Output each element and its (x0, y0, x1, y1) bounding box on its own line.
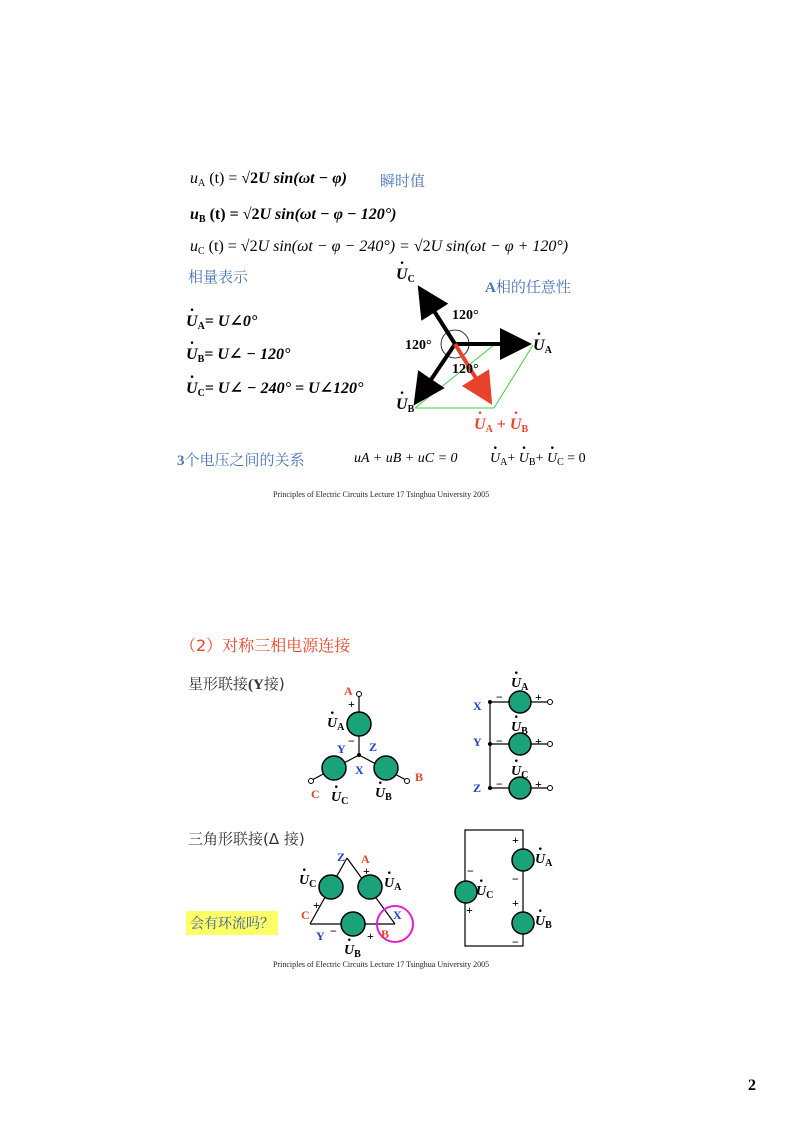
delta-plus-b: + (367, 929, 374, 943)
angle-label-top: 120° (452, 308, 479, 323)
star-right-z: Z (473, 781, 482, 795)
equation-ub: $u_B$ (t) = √2U sin(ωt − φ − 120°) (190, 206, 397, 225)
diagram-ub-label: · $U_B$ (396, 396, 414, 415)
star-right-label-ua: · $U_A$ (511, 676, 528, 693)
delta-node-a: A (361, 852, 370, 866)
star-minus-a: − (348, 734, 355, 748)
slide-2-footer: Principles of Electric Circuits Lecture 17 Tsinghua University 2005 (273, 960, 490, 969)
delta-label-ub: · $U_B$ (344, 943, 361, 960)
star-right-plus-a: + (535, 690, 542, 704)
equation-uc: $u_C$ (t) = √2U sin(ωt − φ − 240°) = √2U sin(ωt − φ + 120°) (190, 238, 569, 257)
star-label-uc: · $U_C$ (331, 790, 348, 807)
star-right-label-ub: · $U_B$ (511, 720, 528, 737)
delta-node-x: X (393, 908, 402, 922)
relation-label: 3个电压之间的关系 (177, 451, 305, 469)
star-node-x: X (355, 763, 364, 777)
star-right-minus-b: − (496, 734, 503, 748)
circulating-current-callout: 会有环流吗？ (186, 911, 278, 935)
delta-plus-c: + (313, 898, 320, 912)
star-plus-a: + (348, 697, 355, 711)
delta-label-uc: · $U_C$ (299, 873, 316, 890)
instant-value-label: 瞬时值 (380, 172, 426, 190)
star-node-y: Y (337, 742, 346, 756)
arbitrary-phase-label: A相的任意性 (485, 278, 571, 296)
star-source-c (322, 756, 346, 780)
star-label-ua: · $U_A$ (327, 716, 344, 733)
star-node-a: A (344, 684, 353, 698)
star-label-ub: · $U_B$ (375, 786, 392, 803)
delta-source-b (341, 912, 365, 936)
relation-equation-instant: uA + uB + uC = 0 (354, 451, 458, 466)
page-number: 2 (748, 1077, 756, 1094)
delta-node-b: B (381, 927, 390, 941)
delta-right-label-uc: · $U_C$ (476, 884, 493, 901)
phasor-uc-definition: · $U_C=$ U∠ − 240° = U∠120° (186, 378, 363, 399)
slide-1-footer: Principles of Electric Circuits Lecture 17 Tsinghua University 2005 (273, 490, 490, 499)
delta-source-a (358, 875, 382, 899)
delta-right-label-ub: · $U_B$ (535, 914, 552, 931)
delta-right-plus-c: + (466, 903, 473, 917)
phasor-sum-label: · $U_A$ + · $U_B$ (474, 416, 528, 435)
star-right-plus-b: + (535, 734, 542, 748)
star-node-z: Z (369, 740, 378, 754)
equation-ua: $u_A$ (t) = √2U sin(ωt − φ) (190, 170, 347, 189)
diagram-ua-label: · $U_A$ (533, 337, 552, 356)
star-right-y: Y (473, 735, 482, 749)
angle-label-left: 120° (405, 338, 432, 353)
star-right-plus-c: + (535, 777, 542, 791)
delta-circuit-expanded (455, 830, 534, 946)
diagram-uc-label: · $U_C$ (396, 266, 415, 285)
relation-equation-phasor: · $U_A+ \cdot U_B+ \cdot U_C = 0$ (490, 451, 586, 468)
delta-minus-b: − (330, 924, 337, 938)
delta-right-minus-b: − (512, 935, 519, 949)
delta-node-c: C (301, 908, 310, 922)
delta-right-minus-a: − (512, 872, 519, 886)
delta-plus-a: + (363, 864, 370, 878)
star-node-b: B (415, 770, 424, 784)
delta-right-source-a (512, 849, 534, 871)
star-node-c: C (311, 787, 320, 801)
angle-label-bottom: 120° (452, 362, 479, 377)
phasor-representation-label: 相量表示 (188, 268, 249, 286)
phasor-ub-definition: · $U_B=$ U∠ − 120° (186, 344, 290, 365)
phasor-ua-definition: · $U_A=$ U∠0° (186, 311, 257, 332)
star-right-x: X (473, 699, 482, 713)
section-heading: （2）对称三相电源连接 (180, 636, 351, 655)
delta-right-plus-a: + (512, 833, 519, 847)
star-source-a (347, 712, 371, 736)
star-right-source-a (509, 691, 531, 713)
delta-label-ua: · $U_A$ (384, 876, 401, 893)
delta-right-label-ua: · $U_A$ (535, 852, 552, 869)
delta-circuit (310, 858, 413, 942)
delta-node-z: Z (337, 850, 346, 864)
star-right-minus-a: − (496, 690, 503, 704)
delta-right-minus-c: − (467, 864, 474, 878)
delta-source-c (319, 875, 343, 899)
delta-node-y: Y (316, 929, 325, 943)
delta-right-source-c (455, 881, 477, 903)
delta-right-source-b (512, 912, 534, 934)
delta-right-plus-b: + (512, 896, 519, 910)
star-connection-label: 星形联接(Y接) (188, 675, 285, 693)
delta-connection-label: 三角形联接(Δ 接) (188, 830, 305, 848)
star-right-minus-c: − (496, 777, 503, 791)
star-right-label-uc: · $U_C$ (511, 764, 528, 781)
